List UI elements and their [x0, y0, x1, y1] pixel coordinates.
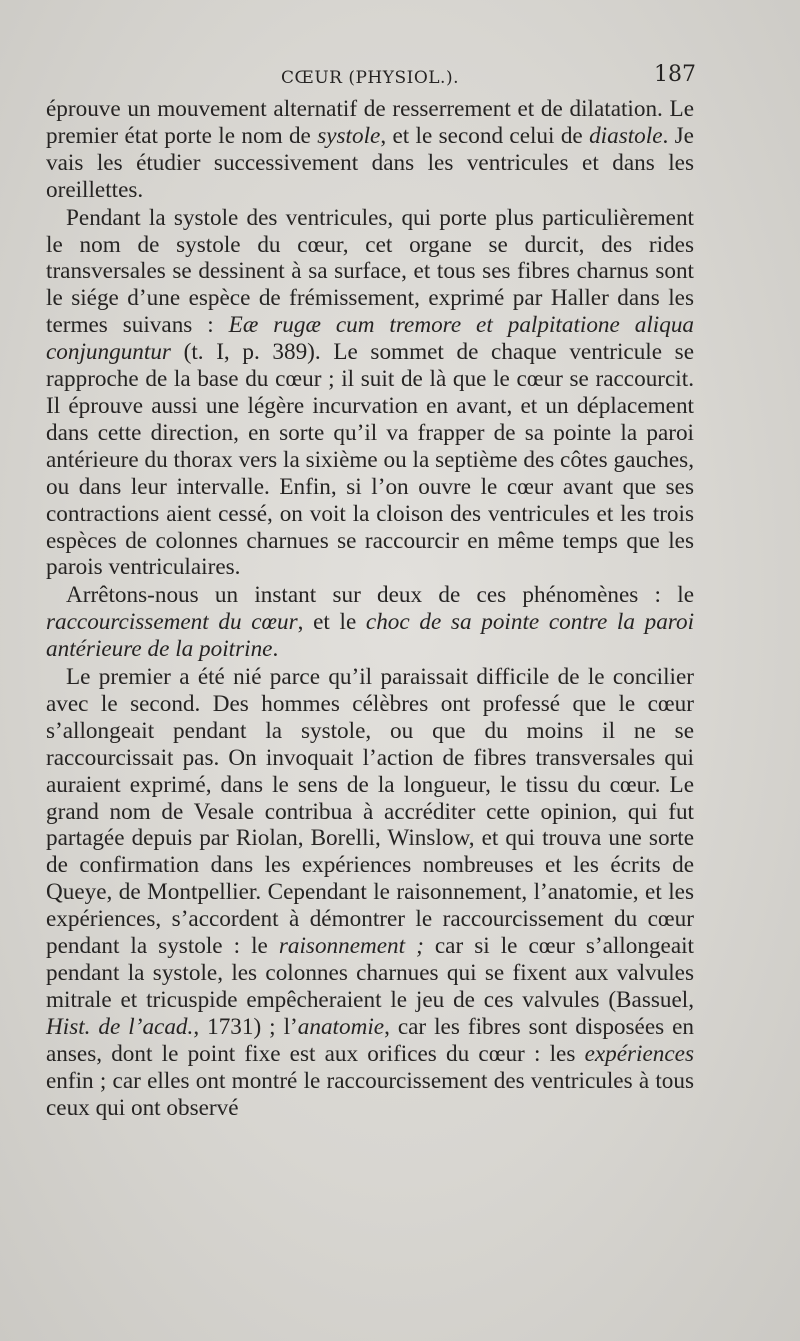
paragraph	[46, 96, 694, 204]
italic-text: Eæ rugæ cum tremore et palpitatione aliqua conjunguntur	[46, 312, 695, 366]
body-text	[46, 96, 694, 1121]
italic-text: systole	[317, 122, 381, 149]
text-run: Arrêtons-nous un instant sur deux de ces phénomènes : le	[66, 582, 694, 609]
text-run: , et le second celui de	[380, 122, 590, 149]
text-run: , et le	[297, 609, 366, 636]
italic-text: diastole	[589, 122, 663, 149]
text-run: (t. I, p. 389). Le sommet de chaque ventricule se rapproche de la base du cœur ; il suit de là que le cœur se raccourcit. Il éprouve aussi une légère incurvation en avant, et un déplacement dans cette direction, en sorte qu’il va frapper de sa pointe la paroi antérieure du thorax vers la sixième ou la septième des côtes gauches, ou dans leur intervalle. Enfin, si l’on ouvre le cœur avant que ses contractions aient cessé, on voit la cloison des ventricules et les trois espèces de colonnes charnues se raccourcir en même temps que les parois ventriculaires.	[46, 339, 694, 581]
italic-text: raisonnement ;	[278, 933, 424, 960]
text-run: car si le cœur s’allongeait pendant la systole, les colonnes charnues qui se fixent aux valvules mitrale et tricuspide empêcheraient le jeu de ces valvules (Bassuel,	[46, 933, 694, 1013]
text-run: , 1731) ; l’	[193, 1013, 298, 1040]
italic-text: raccourcissement du cœur	[46, 609, 298, 636]
text-run: enfin ; car elles ont montré le raccourcissement des ventricules à tous ceux qui ont observé	[46, 1067, 694, 1121]
paragraph	[46, 664, 694, 1121]
paragraph	[46, 582, 694, 663]
italic-text: choc de sa pointe contre la paroi antérieure de la poitrine	[46, 609, 695, 663]
text-run: , car les fibres sont disposées en anses, dont le point fixe est aux orifices du cœur : les	[46, 1013, 694, 1067]
running-header	[46, 60, 694, 96]
italic-text: expériences	[584, 1040, 694, 1067]
text-run: éprouve un mouvement alternatif de resserrement et de dilatation. Le premier état porte le nom de	[46, 96, 694, 149]
text-run: Pendant la systole des ventricules, qui porte plus particulièrement le nom de systole du cœur, cet organe se durcit, des rides transversales se dessinent à sa surface, et tous ses fibres charnus sont le siége d’une espèce de frémissement, exprimé par Haller dans les termes suivans :	[46, 204, 694, 339]
italic-text: Hist. de l’acad.	[46, 1013, 194, 1040]
running-title: CŒUR (PHYSIOL.).	[280, 68, 460, 88]
italic-text: anatomie	[297, 1013, 385, 1040]
text-run: .	[272, 636, 279, 663]
page-number: 187	[654, 62, 696, 87]
text-run: . Je vais les étudier successivement dans les ventricules et dans les oreillettes.	[46, 122, 694, 203]
paragraph	[46, 205, 694, 582]
text-run: Le premier a été nié parce qu’il paraissait difficile de le concilier avec le second. Des hommes célèbres ont professé que le cœur s’allongeait pendant la systole, ou que du moins il ne se raccourcissait pas. On invoquait l’action de fibres transversales qui auraient exprimé, dans le sens de la longueur, le tissu du cœur. Le grand nom de Vesale contribua à accréditer cette opinion, qui fut partagée depuis par Riolan, Borelli, Winslow, et qui trouva une sorte de confirmation dans les expériences nombreuses et les écrits de Queye, de Montpellier. Cependant le raisonnement, l’anatomie, et les expériences, s’accordent à démontrer le raccourcissement du cœur pendant la systole : le	[46, 664, 694, 960]
book-page	[46, 60, 694, 1121]
